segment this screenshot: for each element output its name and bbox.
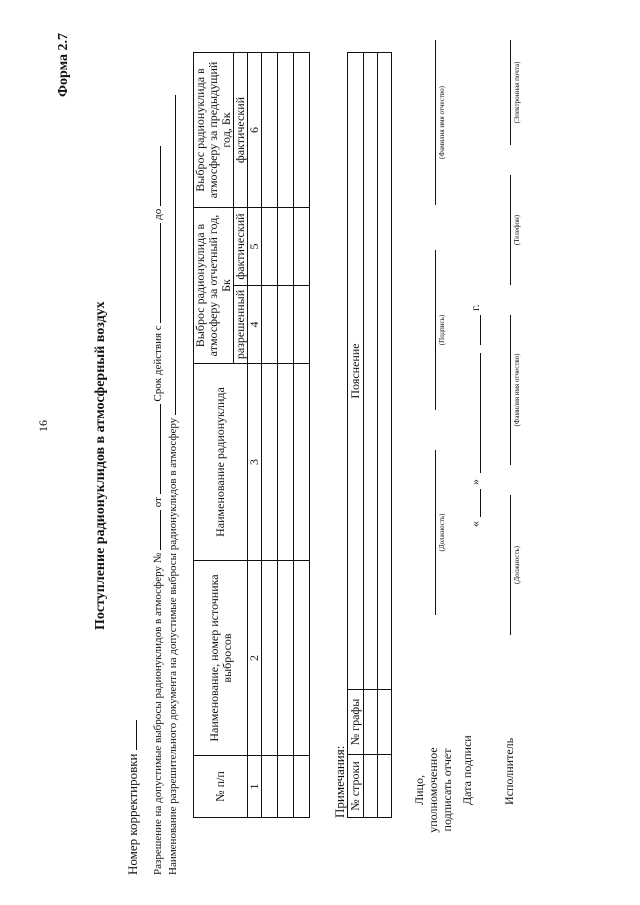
table-cell[interactable] bbox=[278, 561, 294, 756]
table-cell[interactable] bbox=[278, 208, 294, 286]
notes-header-explanation: Пояснение bbox=[348, 53, 364, 690]
permit-from-label: от bbox=[152, 497, 164, 508]
notes-cell[interactable] bbox=[378, 690, 392, 755]
notes-row bbox=[378, 53, 392, 818]
notes-header-row bbox=[348, 53, 364, 818]
permit-doc-blank[interactable] bbox=[166, 95, 176, 415]
correction-line bbox=[125, 720, 141, 875]
header-radionuclide: Наименование радионуклида bbox=[194, 364, 248, 561]
column-number-row bbox=[248, 53, 262, 818]
header-source: Наименование, номер источника выбросов bbox=[194, 561, 248, 756]
executor-position-caption: (Должность) bbox=[513, 546, 521, 584]
subheader-actual-previous: фактический bbox=[234, 53, 248, 208]
phone-line[interactable] bbox=[510, 175, 511, 285]
permit-date-blank[interactable] bbox=[151, 404, 161, 494]
email-caption: (Электронная почта) bbox=[513, 61, 521, 124]
notes-cell[interactable] bbox=[364, 53, 378, 690]
correction-label: Номер корректировки bbox=[125, 753, 140, 875]
column-number: 5 bbox=[248, 208, 262, 286]
header-row-number: № п/п bbox=[194, 756, 248, 818]
signature-caption: (Подпись) bbox=[438, 314, 446, 346]
position-caption: (Должность) bbox=[438, 513, 446, 552]
authorized-person-label: Лицо, уполномоченное подписать отчет bbox=[412, 747, 454, 833]
full-name-caption: (Фамилия имя отчество) bbox=[438, 85, 446, 160]
header-previous-year-emission: Выброс радионуклида в атмосферу за предыдущий год, Бк bbox=[194, 53, 234, 208]
subheader-actual: фактический bbox=[234, 208, 248, 286]
date-close-quote: » bbox=[468, 479, 482, 485]
column-number: 2 bbox=[248, 561, 262, 756]
notes-cell[interactable] bbox=[364, 755, 378, 818]
table-cell[interactable] bbox=[262, 53, 278, 208]
executor-name-caption: (Фамилия имя отчество) bbox=[513, 353, 521, 427]
main-table-header-row bbox=[194, 53, 234, 818]
table-cell[interactable] bbox=[278, 756, 294, 818]
table-cell[interactable] bbox=[294, 561, 310, 756]
header-report-year-emission: Выброс радионуклида в атмосферу за отчетный год, Бк bbox=[194, 208, 234, 364]
validity-from-label: Срок действия с bbox=[152, 325, 164, 402]
validity-to-label: до bbox=[152, 208, 164, 220]
notes-row bbox=[364, 53, 378, 818]
date-open-quote: « bbox=[468, 521, 482, 527]
signature-line[interactable] bbox=[435, 250, 436, 410]
permit-label: Разрешение на допустимые выбросы радионуклидов в атмосферу № bbox=[152, 552, 164, 875]
notes-table bbox=[347, 52, 392, 818]
email-line[interactable] bbox=[510, 40, 511, 145]
table-row bbox=[278, 53, 294, 818]
date-label: Дата подписи bbox=[460, 735, 474, 805]
main-table bbox=[193, 52, 310, 818]
table-cell[interactable] bbox=[278, 364, 294, 561]
notes-cell[interactable] bbox=[378, 755, 392, 818]
notes-cell[interactable] bbox=[364, 690, 378, 755]
permit-doc-label: Наименование разрешительного документа на допустимые выбросы радионуклидов в атмосферу bbox=[167, 417, 179, 875]
form-label: Форма 2.7 bbox=[56, 32, 71, 97]
column-number: 4 bbox=[248, 286, 262, 364]
year-line[interactable] bbox=[480, 315, 481, 345]
day-line[interactable] bbox=[480, 489, 481, 517]
table-cell[interactable] bbox=[294, 208, 310, 286]
table-cell[interactable] bbox=[294, 364, 310, 561]
table-cell[interactable] bbox=[262, 286, 278, 364]
table-cell[interactable] bbox=[294, 286, 310, 364]
rotated-form bbox=[5, 5, 521, 905]
table-cell[interactable] bbox=[278, 286, 294, 364]
permit-doc-line bbox=[166, 95, 179, 875]
subheader-permitted: разрешенный bbox=[234, 286, 248, 364]
table-cell[interactable] bbox=[262, 756, 278, 818]
permit-line bbox=[151, 146, 164, 875]
column-number: 6 bbox=[248, 53, 262, 208]
validity-from-blank[interactable] bbox=[151, 223, 161, 323]
year-suffix: г. bbox=[468, 304, 482, 311]
executor-name-line[interactable] bbox=[510, 315, 511, 465]
month-line[interactable] bbox=[480, 353, 481, 473]
table-cell[interactable] bbox=[262, 561, 278, 756]
executor-position-line[interactable] bbox=[510, 495, 511, 635]
table-cell[interactable] bbox=[262, 364, 278, 561]
executor-label: Исполнитель bbox=[502, 737, 516, 805]
phone-caption: (Телефон) bbox=[513, 214, 521, 246]
notes-cell[interactable] bbox=[378, 53, 392, 690]
position-line[interactable] bbox=[435, 450, 436, 615]
permit-number-blank[interactable] bbox=[151, 510, 161, 550]
table-row bbox=[294, 53, 310, 818]
validity-to-blank[interactable] bbox=[151, 146, 161, 206]
table-cell[interactable] bbox=[278, 53, 294, 208]
table-cell[interactable] bbox=[262, 208, 278, 286]
full-name-line[interactable] bbox=[435, 40, 436, 205]
notes-header-row-number: № строки bbox=[348, 755, 364, 818]
notes-header-column-number: № графы bbox=[348, 690, 364, 755]
page-number: 16 bbox=[36, 420, 50, 432]
table-cell[interactable] bbox=[294, 53, 310, 208]
form-title: Поступление радионуклидов в атмосферный воздух bbox=[93, 301, 108, 630]
table-row bbox=[262, 53, 278, 818]
table-cell[interactable] bbox=[294, 756, 310, 818]
column-number: 1 bbox=[248, 756, 262, 818]
notes-label: Примечания: bbox=[332, 745, 347, 818]
column-number: 3 bbox=[248, 364, 262, 561]
correction-blank[interactable] bbox=[127, 720, 137, 750]
